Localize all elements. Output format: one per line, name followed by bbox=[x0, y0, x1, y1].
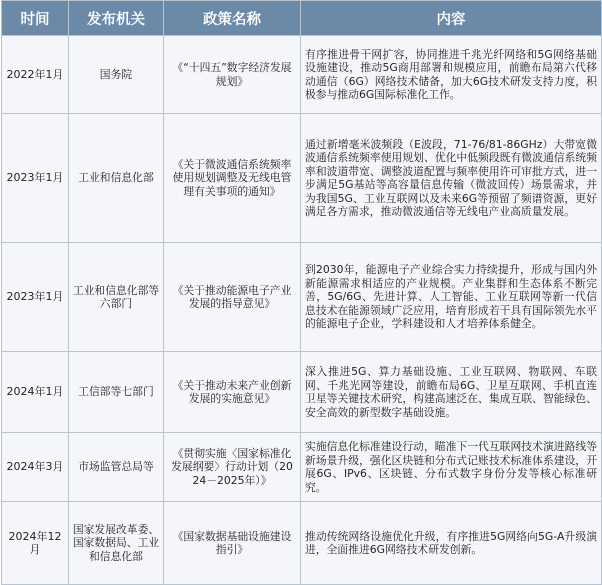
table-row bbox=[2, 114, 602, 243]
cell-time: 2023年1月 bbox=[2, 243, 69, 352]
cell-content: 深入推进5G、算力基础设施、工业互联网、物联网、车联网、千兆光网等建设，前瞻布局6G、卫星互联网、手机直连卫星等关键技术研究，构建高速泛在、集成互联、智能绿色、安全高效的新型数字基础设施。 bbox=[301, 352, 602, 433]
header-name: 政策名称 bbox=[164, 1, 301, 36]
header-row bbox=[2, 1, 602, 36]
policy-table bbox=[1, 0, 602, 585]
header-time: 时间 bbox=[2, 1, 69, 36]
cell-time: 2024年1月 bbox=[2, 352, 69, 433]
cell-org: 国家发展改革委、国家数据局、工业和信息化部 bbox=[69, 502, 164, 585]
cell-policy-name: 《关于微波通信系统频率使用规划调整及无线电管理有关事项的通知》 bbox=[164, 114, 301, 243]
cell-time: 2023年1月 bbox=[2, 114, 69, 243]
cell-content: 实施信息化标准建设行动，瞄准下一代互联网技术演进路线等新场景升级，强化区块链和分布式记账技术标准体系建设，开展6G、IPv6、区块链、分布式数字身份分发等核心标准研究。 bbox=[301, 433, 602, 502]
table-row bbox=[2, 502, 602, 585]
cell-content: 到2030年，能源电子产业综合实力持续提升，形成与国内外新能源需求相适应的产业规模。产业集群和生态体系不断完善，5G/6G、先进计算、人工智能、工业互联网等新一代信息技术在能源领域广泛应用，培育形成若干具有国际领先水平的能源电子企业，学科建设和人才培养体系健全。 bbox=[301, 243, 602, 352]
cell-policy-name: 《贯彻实施〈国家标准化发展纲要〉行动计划（2024－2025年）》 bbox=[164, 433, 301, 502]
cell-time: 2024年3月 bbox=[2, 433, 69, 502]
table-row bbox=[2, 352, 602, 433]
header-org: 发布机关 bbox=[69, 1, 164, 36]
cell-content: 推动传统网络设施优化升级，有序推进5G网络向5G-A升级演进，全面推进6G网络技术研发创新。 bbox=[301, 502, 602, 585]
cell-org: 市场监管总局等 bbox=[69, 433, 164, 502]
cell-org: 工业和信息化部等六部门 bbox=[69, 243, 164, 352]
cell-policy-name: 《关于推动能源电子产业发展的指导意见》 bbox=[164, 243, 301, 352]
cell-org: 工业和信息化部 bbox=[69, 114, 164, 243]
cell-org: 工信部等七部门 bbox=[69, 352, 164, 433]
table-row bbox=[2, 36, 602, 114]
table-row bbox=[2, 243, 602, 352]
table-row bbox=[2, 433, 602, 502]
cell-time: 2024年12月 bbox=[2, 502, 69, 585]
cell-content: 通过新增毫米波频段（E波段，71-76/81-86GHz）大带宽微波通信系统频率使用规划、优化中低频段既有微波通信系统频率和波道带宽、调整波道配置与频率使用许可审批方式，进一步满足5G基站等高容量信息传输（微波回传）场景需求，并为我国5G、工业互联网以及未来6G等预留了频谱资源，更好满足各方需求，推动微波通信等无线电产业高质量发展。 bbox=[301, 114, 602, 243]
cell-policy-name: 《关于推动未来产业创新发展的实施意见》 bbox=[164, 352, 301, 433]
cell-policy-name: 《国家数据基础设施建设指引》 bbox=[164, 502, 301, 585]
header-content: 内容 bbox=[301, 1, 602, 36]
cell-org: 国务院 bbox=[69, 36, 164, 114]
cell-policy-name: 《“十四五”数字经济发展规划》 bbox=[164, 36, 301, 114]
cell-content: 有序推进骨干网扩容，协同推进千兆光纤网络和5G网络基础设施建设，推动5G商用部署和规模应用，前瞻布局第六代移动通信（6G）网络技术储备，加大6G技术研发支持力度，积极参与推动6G国际标准化工作。 bbox=[301, 36, 602, 114]
cell-time: 2022年1月 bbox=[2, 36, 69, 114]
